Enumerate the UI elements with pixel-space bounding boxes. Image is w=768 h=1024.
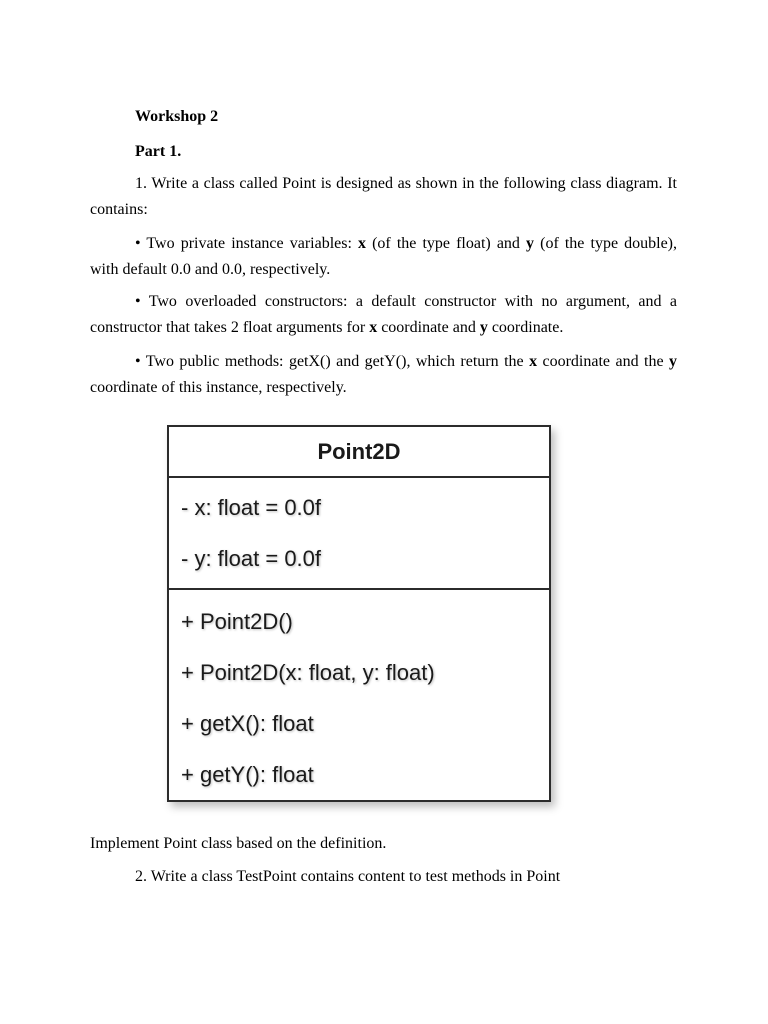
bullet-3-mid: coordinate and the bbox=[537, 353, 669, 370]
uml-class-diagram bbox=[167, 425, 551, 802]
bullet-2-var-x: x bbox=[369, 319, 378, 336]
uml-operation: + Point2D(x: float, y: float) bbox=[181, 660, 435, 685]
bullet-2-pre: • Two overloaded constructors: a default constructor with no argument, and a constructor that takes 2 float arguments for bbox=[90, 293, 677, 336]
item-1-text: 1. Write a class called Point is designed as shown in the following class diagram. It contains: bbox=[90, 175, 677, 218]
bullet-2-post: coordinate. bbox=[487, 319, 564, 336]
uml-operation: + getY(): float bbox=[181, 762, 314, 787]
implement-instruction: Implement Point class based on the definition. bbox=[90, 835, 387, 852]
bullet-1-post: (of the type double), with default 0.0 and 0.0, respectively. bbox=[90, 235, 678, 278]
bullet-1-pre: • Two private instance variables: bbox=[135, 235, 358, 252]
bullet-constructors bbox=[90, 289, 677, 341]
bullet-3-var-y: y bbox=[669, 353, 677, 370]
bullet-2-mid: coordinate and bbox=[377, 319, 480, 336]
item-2-instruction: 2. Write a class TestPoint contains content to test methods in Point bbox=[135, 868, 561, 885]
bullet-instance-variables bbox=[90, 231, 677, 283]
bullet-2-var-y: y bbox=[479, 319, 488, 336]
workshop-title: Workshop 2 bbox=[135, 108, 219, 125]
uml-attributes-section bbox=[169, 478, 549, 590]
uml-attribute: - y: float = 0.0f bbox=[181, 546, 322, 571]
bullet-methods bbox=[90, 349, 677, 401]
bullet-3-pre: • Two public methods: getX() and getY(), which return the bbox=[135, 353, 530, 370]
bullet-1-var-y: y bbox=[526, 235, 535, 252]
uml-attribute: - x: float = 0.0f bbox=[181, 495, 322, 520]
uml-operation: + Point2D() bbox=[181, 609, 293, 634]
bullet-1-mid: (of the type float) and bbox=[366, 235, 527, 252]
bullet-3-var-x: x bbox=[529, 353, 538, 370]
item-1-paragraph bbox=[90, 171, 677, 223]
bullet-1-var-x: x bbox=[358, 235, 366, 252]
uml-operations-section bbox=[169, 590, 549, 800]
uml-operation: + getX(): float bbox=[181, 711, 314, 736]
part-heading: Part 1. bbox=[135, 143, 182, 160]
bullet-3-post: coordinate of this instance, respectively. bbox=[90, 379, 347, 396]
uml-class-name: Point2D bbox=[169, 427, 549, 478]
